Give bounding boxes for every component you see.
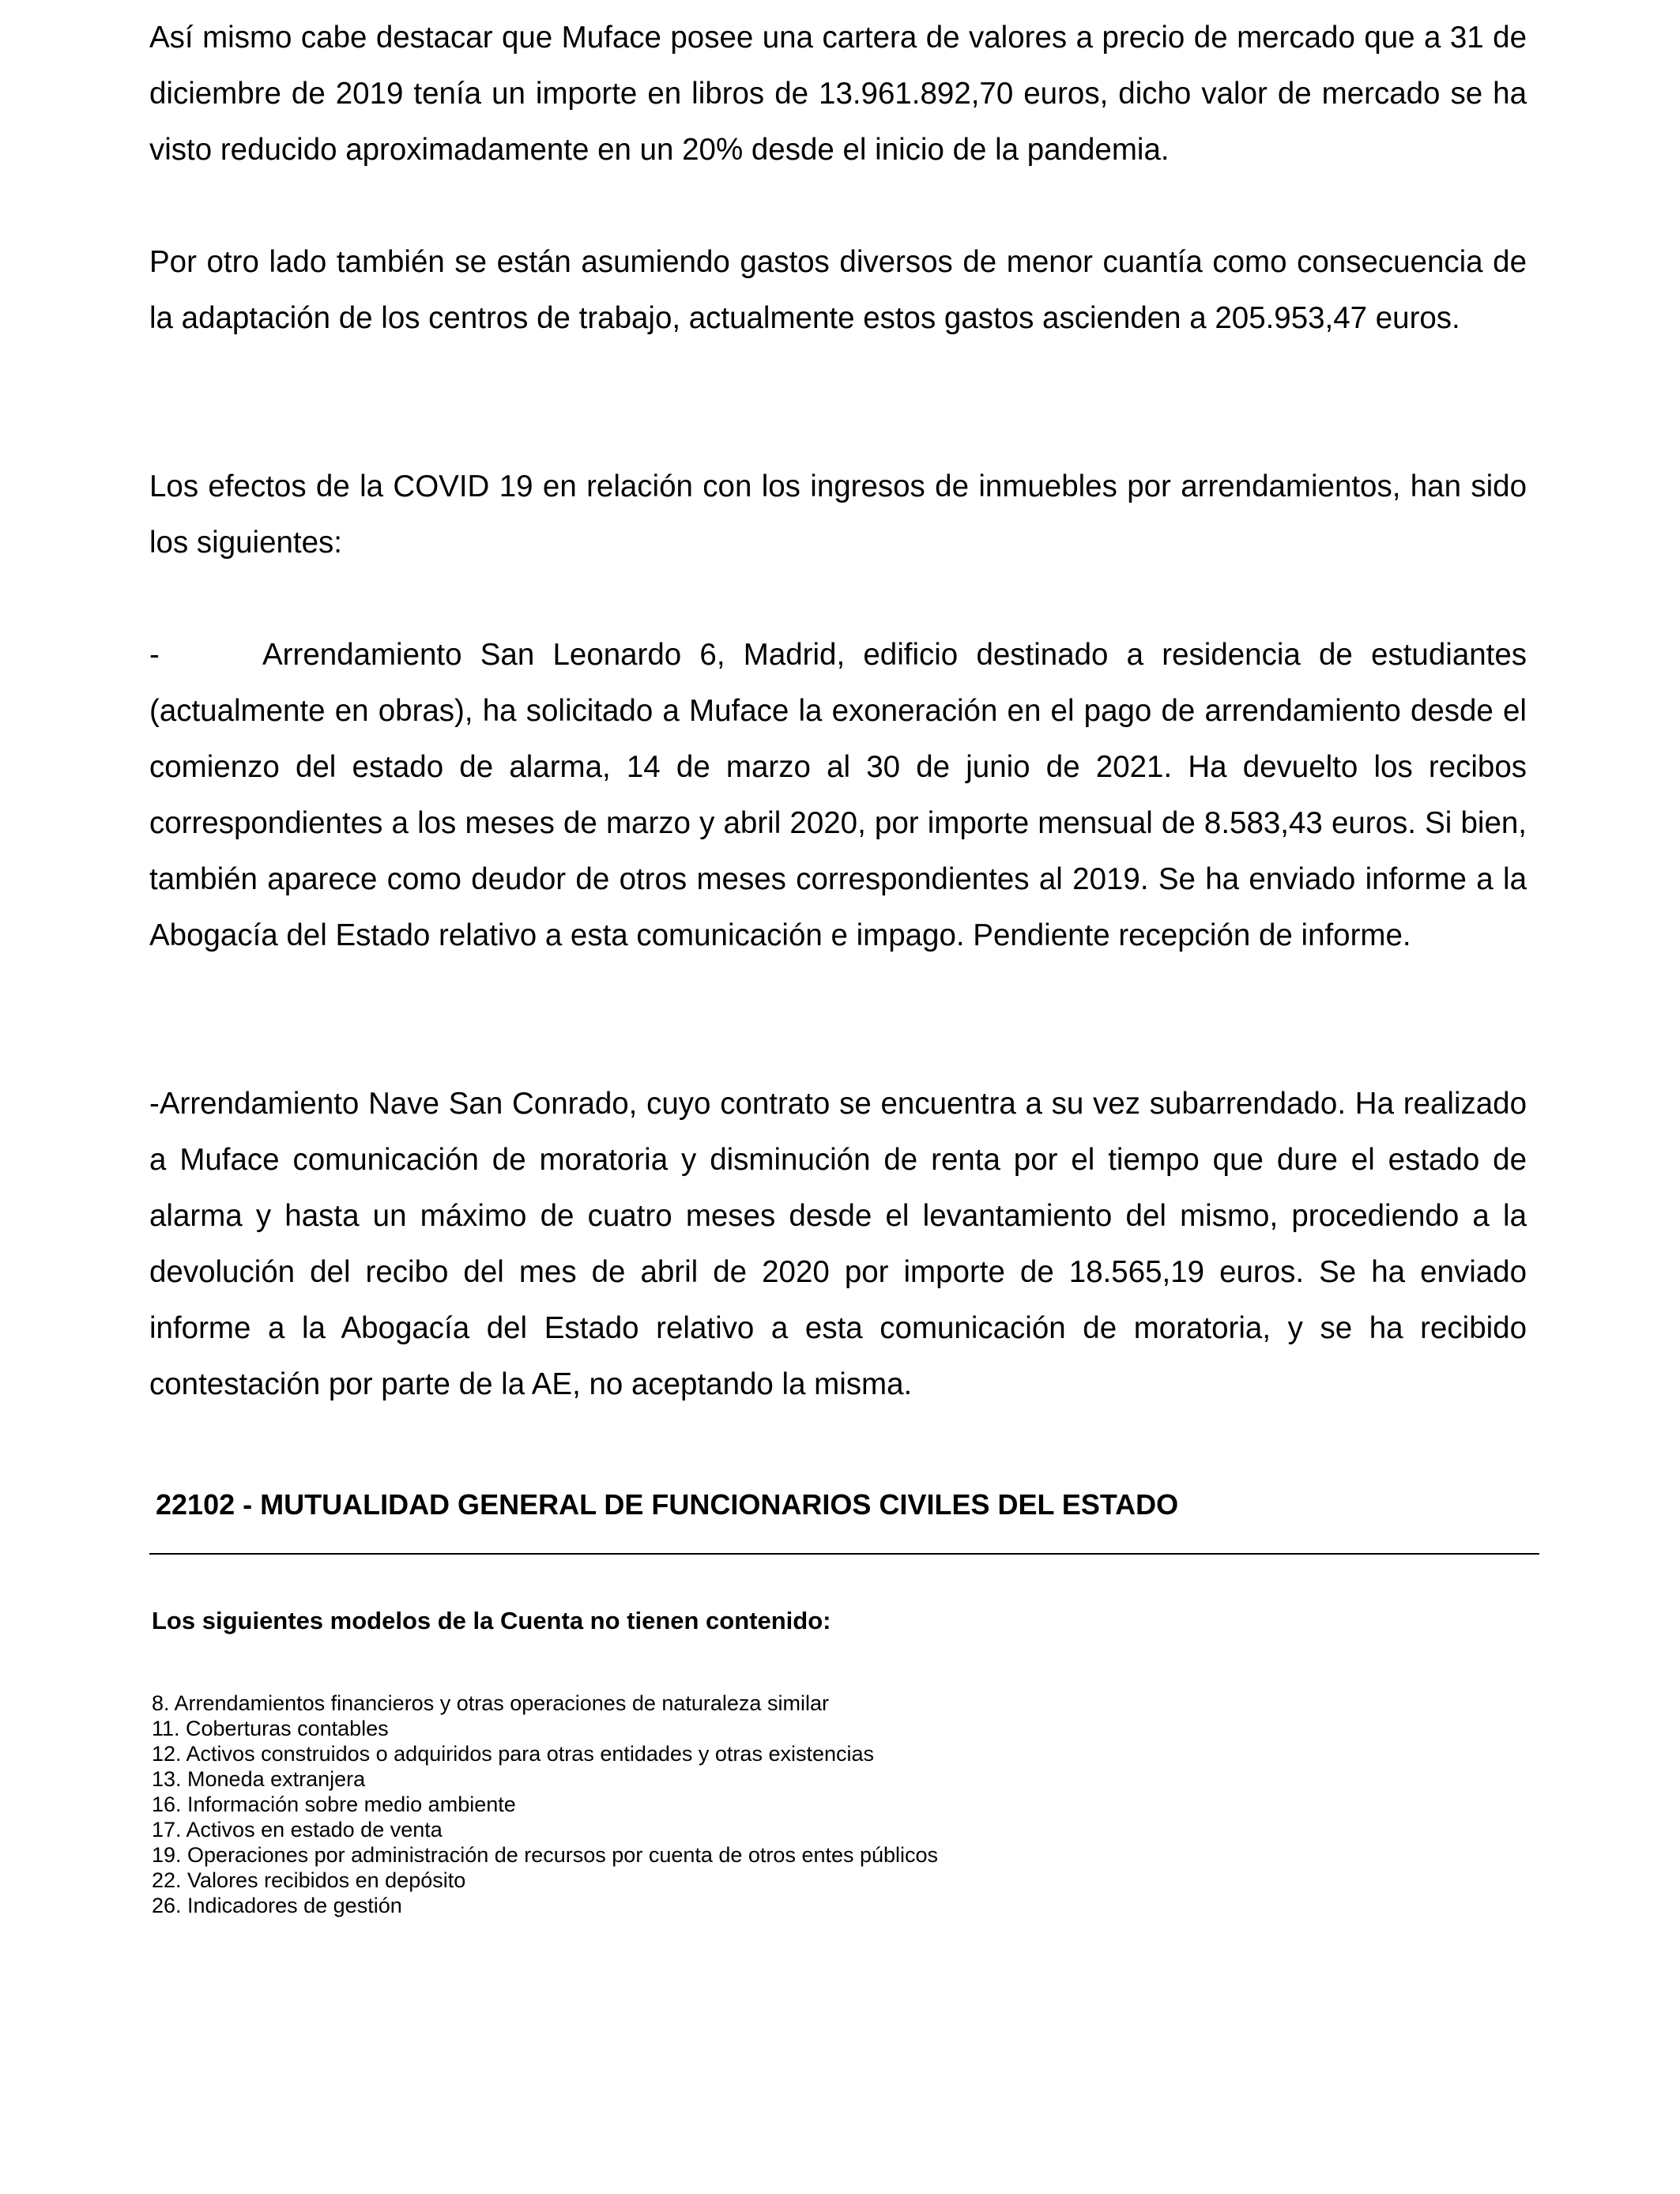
list-item: 16. Información sobre medio ambiente: [152, 1793, 516, 1816]
section-divider: [149, 1553, 1539, 1555]
paragraph-efectos-covid: Los efectos de la COVID 19 en relación con los ingresos de inmuebles por arrendamientos, han sido los siguientes:: [149, 469, 1527, 560]
list-item: 13. Moneda extranjera: [152, 1767, 366, 1791]
list-item: 22. Valores recibidos en depósito: [152, 1868, 466, 1892]
list-item: 17. Activos en estado de venta: [152, 1818, 443, 1842]
list-item: 11. Coberturas contables: [152, 1717, 389, 1740]
list-item: 8. Arrendamientos financieros y otras operaciones de naturaleza similar: [152, 1691, 829, 1715]
paragraph-arrendamiento-nave-san-conrado: -Arrendamiento Nave San Conrado, cuyo contrato se encuentra a su vez subarrendado. Ha realizado a Muface comunicación de moratoria y disminución de renta por el tiempo que dure el estado de alarma y hasta un máximo de cuatro meses desde el levantamiento del mismo, procediendo a la devolución del recibo del mes de abril de 2020 por importe de 18.565,19 euros. Se ha enviado informe a la Abogacía del Estado relativo a esta comunicación de moratoria, y se ha recibido contestación por parte de la AE, no aceptando la misma.: [149, 1087, 1527, 1401]
paragraph-gastos-adaptacion: Por otro lado también se están asumiendo gastos diversos de menor cuantía como consecuencia de la adaptación de los centros de trabajo, actualmente estos gastos ascienden a 205.953,47 euros.: [149, 245, 1527, 335]
paragraph-arrendamiento-san-leonardo-text: Arrendamiento San Leonardo 6, Madrid, edificio destinado a residencia de estudiantes (actualmente en obras), ha solicitado a Muface la exoneración en el pago de arrendamiento desde el comienzo del estado de alarma, 14 de marzo al 30 de junio de 2021. Ha devuelto los recibos correspondientes a los meses de marzo y abril 2020, por importe mensual de 8.583,43 euros. Si bien, también aparece como deudor de otros meses correspondientes al 2019. Se ha enviado informe a la Abogacía del Estado relativo a esta comunicación e impago. Pendiente recepción de informe.: [149, 638, 1527, 952]
list-item: 12. Activos construidos o adquiridos para otras entidades y otras existencias: [152, 1742, 875, 1766]
list-item: 19. Operaciones por administración de recursos por cuenta de otros entes públicos: [152, 1843, 939, 1867]
paragraph-arrendamiento-san-leonardo: [149, 627, 1527, 963]
section-title: 22102 - MUTUALIDAD GENERAL DE FUNCIONARIOS CIVILES DEL ESTADO: [156, 1488, 1179, 1521]
list-dash: -: [149, 638, 160, 672]
list-item: 26. Indicadores de gestión: [152, 1894, 402, 1917]
models-list: [152, 1691, 938, 1918]
models-subheading: Los siguientes modelos de la Cuenta no tienen contenido:: [152, 1607, 831, 1634]
paragraph-valores-cartera: Así mismo cabe destacar que Muface posee una cartera de valores a precio de mercado que a 31 de diciembre de 2019 tenía un importe en libros de 13.961.892,70 euros, dicho valor de mercado se ha visto reducido aproximadamente en un 20% desde el inicio de la pandemia.: [149, 21, 1527, 167]
